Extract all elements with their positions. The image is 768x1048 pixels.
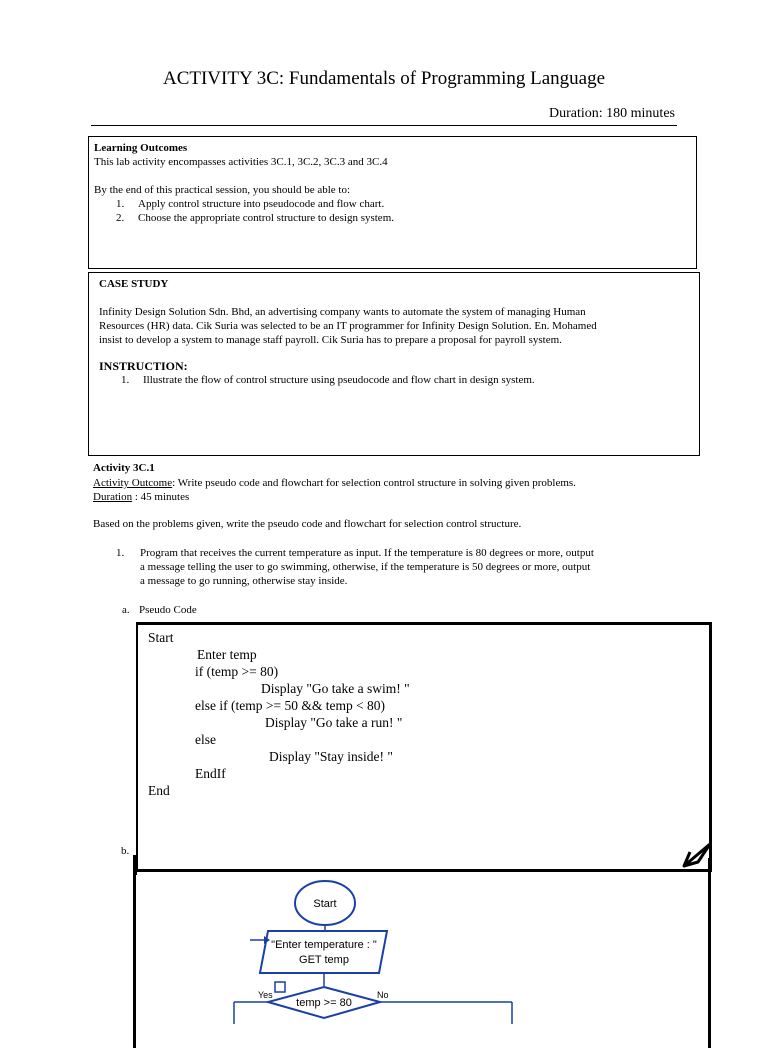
activity-duration-text: : 45 minutes [132, 491, 190, 503]
case-study-line: Resources (HR) data. Cik Suria was selected to be an IT programmer for Infinity Design Solution. En. Mohamed [99, 320, 597, 332]
pseudocode-line: EndIf [195, 766, 226, 781]
pseudocode-line: else [195, 732, 216, 747]
page-curl-icon [676, 838, 716, 874]
activity-duration [93, 490, 189, 504]
flowchart-input-parallelogram [260, 931, 387, 973]
problem-line: Program that receives the current temperature as input. If the temperature is 80 degrees or more, output [140, 547, 594, 559]
activity-outcome-text: : Write pseudo code and flowchart for selection control structure in solving given problems. [172, 477, 576, 489]
part-a-text: Pseudo Code [139, 604, 197, 616]
activity-duration-label: Duration [93, 491, 133, 503]
learning-outcomes-list [94, 197, 691, 225]
flowchart-marker [275, 982, 285, 992]
part-b-label: b. [121, 845, 130, 857]
flowchart-decision-label: temp >= 80 [296, 997, 352, 1009]
flowchart-diagram [220, 870, 540, 1024]
instruction-heading: INSTRUCTION: [99, 359, 188, 373]
flowchart-input-line2: GET temp [299, 954, 349, 966]
flowchart-no-label: No [377, 990, 389, 1000]
pseudocode-line: Start [148, 630, 174, 645]
problem-number: 1. [116, 547, 125, 559]
frame-tick-icon [131, 855, 141, 877]
header-rule [91, 125, 677, 126]
problem-line: a message to go running, otherwise stay inside. [140, 575, 348, 587]
pseudocode-line: else if (temp >= 50 && temp < 80) [195, 698, 386, 713]
case-study-line: insist to develop a system to manage staff payroll. Cik Suria has to prepare a proposal for payroll system. [99, 334, 562, 346]
pseudocode-box [136, 622, 712, 872]
activity-outcome-label: Activity Outcome [93, 477, 173, 489]
learning-outcomes-heading: Learning Outcomes [94, 142, 188, 154]
list-item: 1. Apply control structure into pseudocode and flow chart. [116, 198, 385, 210]
learning-outcomes-lead: By the end of this practical session, you should be able to: [94, 184, 351, 196]
pseudocode-line: Display "Go take a run! " [265, 715, 403, 730]
pseudocode-line: Display "Stay inside! " [269, 749, 393, 764]
problem-text [140, 546, 594, 588]
case-study-heading: CASE STUDY [99, 278, 169, 290]
document-title: ACTIVITY 3C: Fundamentals of Programming Language [162, 68, 606, 89]
flowchart-start-label: Start [313, 898, 337, 910]
learning-outcomes-intro: This lab activity encompasses activities 3C.1, 3C.2, 3C.3 and 3C.4 [94, 156, 388, 168]
activity-heading: Activity 3C.1 [93, 462, 155, 474]
flowchart-input-line1: "Enter temperature : " [271, 939, 377, 951]
instruction-list [99, 373, 689, 387]
case-study-box [88, 272, 700, 456]
activity-outcome [93, 476, 576, 490]
flowchart-yes-label: Yes [258, 990, 273, 1000]
pseudocode-line: End [148, 783, 170, 798]
problem-line: a message telling the user to go swimming, otherwise, if the temperature is 50 degrees or more, output [140, 561, 591, 573]
activity-intro: Based on the problems given, write the pseudo code and flowchart for selection control structure. [93, 518, 522, 530]
list-item: 1. Illustrate the flow of control structure using pseudocode and flow chart in design system. [121, 374, 535, 386]
pseudocode-line: Enter temp [197, 647, 257, 662]
part-a-label: a. [122, 604, 130, 616]
case-study-line: Infinity Design Solution Sdn. Bhd, an advertising company wants to automate the system of managing Human [99, 306, 586, 318]
duration-label: Duration: 180 minutes [549, 106, 675, 121]
pseudocode-line: Display "Go take a swim! " [261, 681, 410, 696]
list-item: 2. Choose the appropriate control structure to design system. [116, 212, 394, 224]
pseudocode-line: if (temp >= 80) [195, 664, 279, 679]
learning-outcomes-box [88, 136, 697, 269]
